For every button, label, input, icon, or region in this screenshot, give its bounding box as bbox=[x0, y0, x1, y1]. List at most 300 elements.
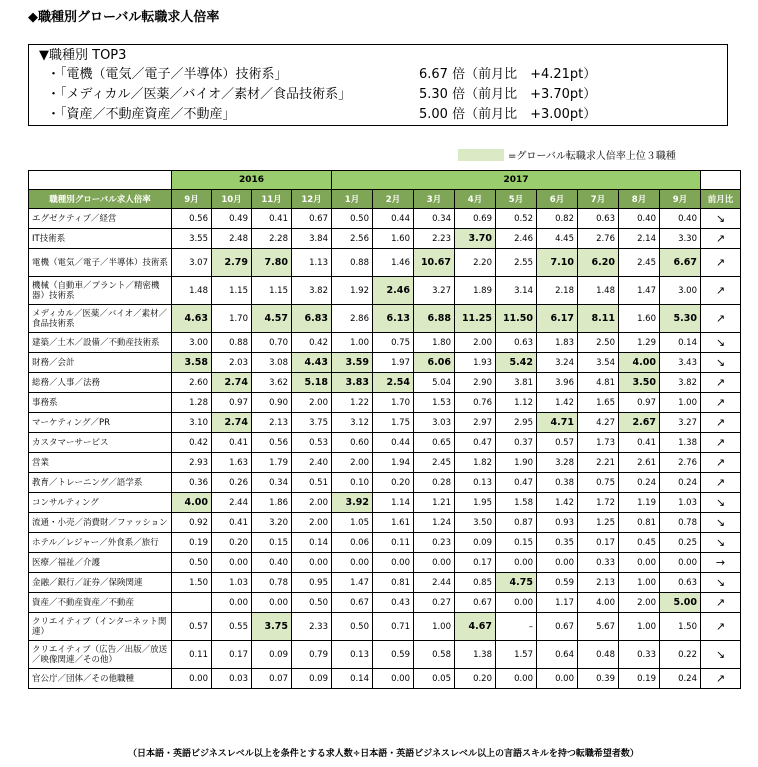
table-row bbox=[29, 453, 741, 473]
value-cell: 0.38 bbox=[537, 473, 578, 493]
value-cell: 4.45 bbox=[537, 229, 578, 249]
value-cell: 7.10 bbox=[537, 249, 578, 277]
value-cell: 1.89 bbox=[455, 277, 496, 305]
value-cell: 4.71 bbox=[537, 413, 578, 433]
row-label: 資産／不動産資産／不動産 bbox=[29, 593, 172, 613]
value-cell: 0.14 bbox=[660, 333, 701, 353]
value-cell: 0.23 bbox=[414, 533, 455, 553]
value-cell: 3.75 bbox=[292, 413, 332, 433]
value-cell: 0.00 bbox=[212, 553, 252, 573]
value-cell: 3.50 bbox=[455, 513, 496, 533]
month-header: 5月 bbox=[496, 190, 537, 209]
value-cell: 0.48 bbox=[578, 641, 619, 669]
value-cell: 3.59 bbox=[332, 353, 373, 373]
value-cell: 0.79 bbox=[292, 641, 332, 669]
trend-arrow-icon: ↗ bbox=[701, 613, 741, 641]
row-label: 流通・小売／消費財／ファッション bbox=[29, 513, 172, 533]
value-cell: 2.23 bbox=[414, 229, 455, 249]
trend-arrow-icon: ↗ bbox=[701, 473, 741, 493]
value-cell: 1.15 bbox=[212, 277, 252, 305]
value-cell: 0.41 bbox=[212, 513, 252, 533]
value-cell: 0.14 bbox=[292, 533, 332, 553]
value-cell: 0.49 bbox=[212, 209, 252, 229]
value-cell: 6.83 bbox=[292, 305, 332, 333]
row-label: 財務／会計 bbox=[29, 353, 172, 373]
ratio-table bbox=[28, 170, 741, 689]
trend-arrow-icon: ↘ bbox=[701, 353, 741, 373]
value-cell: 0.90 bbox=[252, 393, 292, 413]
value-cell: 0.00 bbox=[252, 593, 292, 613]
value-cell: 0.00 bbox=[496, 593, 537, 613]
value-cell: 5.00 bbox=[660, 593, 701, 613]
value-cell: 2.90 bbox=[455, 373, 496, 393]
value-cell: 0.64 bbox=[537, 641, 578, 669]
value-cell: 0.71 bbox=[373, 613, 414, 641]
value-cell: 2.56 bbox=[332, 229, 373, 249]
value-cell: 2.45 bbox=[414, 453, 455, 473]
value-cell: 0.47 bbox=[455, 433, 496, 453]
value-cell: 0.17 bbox=[212, 641, 252, 669]
value-cell: 3.75 bbox=[252, 613, 292, 641]
value-cell: 1.00 bbox=[660, 393, 701, 413]
value-cell: 0.42 bbox=[172, 433, 212, 453]
value-cell: 0.92 bbox=[172, 513, 212, 533]
row-label: コンサルティング bbox=[29, 493, 172, 513]
table-row bbox=[29, 333, 741, 353]
value-cell: 0.20 bbox=[212, 533, 252, 553]
value-cell: 2.46 bbox=[373, 277, 414, 305]
value-cell: 0.13 bbox=[332, 641, 373, 669]
trend-arrow-icon: ↘ bbox=[701, 333, 741, 353]
value-cell: 1.47 bbox=[332, 573, 373, 593]
value-cell: 0.41 bbox=[619, 433, 660, 453]
value-cell: 6.17 bbox=[537, 305, 578, 333]
value-cell: 1.73 bbox=[578, 433, 619, 453]
value-cell: 1.19 bbox=[619, 493, 660, 513]
trend-arrow-icon: ↘ bbox=[701, 573, 741, 593]
value-cell: 1.90 bbox=[496, 453, 537, 473]
value-cell: 0.26 bbox=[212, 473, 252, 493]
value-cell: 0.50 bbox=[292, 593, 332, 613]
value-cell: 2.00 bbox=[292, 513, 332, 533]
value-cell: 1.03 bbox=[660, 493, 701, 513]
year-header-row bbox=[29, 171, 741, 190]
page-title: ◆職種別グローバル転職求人倍率 bbox=[28, 10, 220, 25]
table-row bbox=[29, 493, 741, 513]
value-cell: 0.42 bbox=[292, 333, 332, 353]
value-cell: 3.08 bbox=[252, 353, 292, 373]
value-cell: 3.81 bbox=[496, 373, 537, 393]
month-header: 2月 bbox=[373, 190, 414, 209]
value-cell: 0.00 bbox=[212, 593, 252, 613]
value-cell: 1.83 bbox=[537, 333, 578, 353]
value-cell: 0.00 bbox=[660, 553, 701, 573]
value-cell: 1.86 bbox=[252, 493, 292, 513]
value-cell: 10.67 bbox=[414, 249, 455, 277]
value-cell: 0.55 bbox=[212, 613, 252, 641]
value-cell: 2.67 bbox=[619, 413, 660, 433]
table-row bbox=[29, 249, 741, 277]
value-cell: 0.40 bbox=[252, 553, 292, 573]
value-cell: 3.30 bbox=[660, 229, 701, 249]
trend-arrow-icon: ↘ bbox=[701, 493, 741, 513]
value-cell: 0.07 bbox=[252, 669, 292, 689]
value-cell: 0.00 bbox=[332, 553, 373, 573]
value-cell: 2.74 bbox=[212, 413, 252, 433]
row-label: 医療／福祉／介護 bbox=[29, 553, 172, 573]
value-cell: 2.33 bbox=[292, 613, 332, 641]
value-cell: 0.28 bbox=[414, 473, 455, 493]
value-cell: 0.41 bbox=[212, 433, 252, 453]
month-header: 12月 bbox=[292, 190, 332, 209]
value-cell: 0.75 bbox=[373, 333, 414, 353]
trend-arrow-icon: → bbox=[701, 553, 741, 573]
value-cell: 6.67 bbox=[660, 249, 701, 277]
value-cell: 2.95 bbox=[496, 413, 537, 433]
value-cell: 4.67 bbox=[455, 613, 496, 641]
value-cell: 3.82 bbox=[292, 277, 332, 305]
value-cell: 1.48 bbox=[578, 277, 619, 305]
value-cell: 0.19 bbox=[172, 533, 212, 553]
row-label: 機械（自動車／プラント／精密機器）技術系 bbox=[29, 277, 172, 305]
value-cell: 0.56 bbox=[252, 433, 292, 453]
value-cell: 0.76 bbox=[455, 393, 496, 413]
value-cell: 1.60 bbox=[373, 229, 414, 249]
top3-item bbox=[39, 65, 717, 85]
top3-item-ratio: 5.00 倍（前月比 +3.00pt） bbox=[419, 107, 597, 122]
value-cell: 1.97 bbox=[373, 353, 414, 373]
value-cell: 4.00 bbox=[172, 493, 212, 513]
table-row bbox=[29, 433, 741, 453]
value-cell: 2.76 bbox=[578, 229, 619, 249]
value-cell: 3.03 bbox=[414, 413, 455, 433]
value-cell: 1.47 bbox=[619, 277, 660, 305]
value-cell: 2.00 bbox=[292, 393, 332, 413]
top3-item-label: ・「資産／不動産資産／不動産」 bbox=[47, 107, 236, 122]
value-cell: 2.86 bbox=[332, 305, 373, 333]
value-cell: 0.00 bbox=[496, 669, 537, 689]
value-cell: 0.00 bbox=[373, 669, 414, 689]
value-cell: 0.09 bbox=[252, 641, 292, 669]
trend-arrow-icon: ↗ bbox=[701, 433, 741, 453]
value-cell: 2.46 bbox=[496, 229, 537, 249]
value-cell: 6.06 bbox=[414, 353, 455, 373]
value-cell: 0.43 bbox=[373, 593, 414, 613]
value-cell: 1.42 bbox=[537, 493, 578, 513]
value-cell: 0.35 bbox=[537, 533, 578, 553]
value-cell: 1.57 bbox=[496, 641, 537, 669]
value-cell: 0.45 bbox=[619, 533, 660, 553]
row-label: 営業 bbox=[29, 453, 172, 473]
value-cell: 1.92 bbox=[332, 277, 373, 305]
table-row bbox=[29, 513, 741, 533]
table-row bbox=[29, 669, 741, 689]
table-row bbox=[29, 373, 741, 393]
table-row bbox=[29, 209, 741, 229]
value-cell: 0.81 bbox=[373, 573, 414, 593]
value-cell: 0.67 bbox=[292, 209, 332, 229]
value-cell: 0.14 bbox=[332, 669, 373, 689]
value-cell: 5.30 bbox=[660, 305, 701, 333]
value-cell: 1.70 bbox=[212, 305, 252, 333]
value-cell: 0.20 bbox=[373, 473, 414, 493]
value-cell: 0.67 bbox=[537, 613, 578, 641]
top3-item bbox=[39, 105, 717, 125]
value-cell: 1.00 bbox=[619, 573, 660, 593]
value-cell: 0.15 bbox=[496, 533, 537, 553]
value-cell: 3.62 bbox=[252, 373, 292, 393]
value-cell: 2.00 bbox=[455, 333, 496, 353]
value-cell: 1.12 bbox=[496, 393, 537, 413]
value-cell: 2.13 bbox=[578, 573, 619, 593]
value-cell: 0.00 bbox=[414, 553, 455, 573]
trend-arrow-icon: ↘ bbox=[701, 209, 741, 229]
value-cell: 1.80 bbox=[414, 333, 455, 353]
value-cell: 5.18 bbox=[292, 373, 332, 393]
trend-arrow-icon: ↗ bbox=[701, 277, 741, 305]
value-cell: 1.42 bbox=[537, 393, 578, 413]
table-row bbox=[29, 573, 741, 593]
value-cell: 1.63 bbox=[212, 453, 252, 473]
value-cell: 4.63 bbox=[172, 305, 212, 333]
value-cell: 0.05 bbox=[414, 669, 455, 689]
value-cell: 0.03 bbox=[212, 669, 252, 689]
change-header: 前月比 bbox=[701, 190, 741, 209]
value-cell: 0.78 bbox=[252, 573, 292, 593]
value-cell: 1.15 bbox=[252, 277, 292, 305]
value-cell: 1.46 bbox=[373, 249, 414, 277]
value-cell: 0.50 bbox=[172, 553, 212, 573]
value-cell: 0.88 bbox=[332, 249, 373, 277]
table-row bbox=[29, 641, 741, 669]
table-row bbox=[29, 277, 741, 305]
year-2017-header: 2017 bbox=[332, 171, 701, 190]
value-cell: 0.67 bbox=[455, 593, 496, 613]
value-cell: 3.92 bbox=[332, 493, 373, 513]
table-row bbox=[29, 353, 741, 373]
value-cell: 2.00 bbox=[332, 453, 373, 473]
value-cell: 0.00 bbox=[537, 553, 578, 573]
value-cell: 2.44 bbox=[212, 493, 252, 513]
value-cell: 3.28 bbox=[537, 453, 578, 473]
row-label: ホテル／レジャー／外食系／旅行 bbox=[29, 533, 172, 553]
value-cell: 0.09 bbox=[455, 533, 496, 553]
value-cell: 2.93 bbox=[172, 453, 212, 473]
value-cell: 6.20 bbox=[578, 249, 619, 277]
value-cell: 0.56 bbox=[172, 209, 212, 229]
value-cell: 6.13 bbox=[373, 305, 414, 333]
value-cell: 0.17 bbox=[455, 553, 496, 573]
value-cell: 0.53 bbox=[292, 433, 332, 453]
value-cell: – bbox=[496, 613, 537, 641]
row-label: 建築／土木／設備／不動産技術系 bbox=[29, 333, 172, 353]
value-cell: 4.00 bbox=[578, 593, 619, 613]
row-label: 金融／銀行／証券／保険関連 bbox=[29, 573, 172, 593]
value-cell: 1.17 bbox=[537, 593, 578, 613]
value-cell: 3.12 bbox=[332, 413, 373, 433]
trend-arrow-icon: ↗ bbox=[701, 393, 741, 413]
value-cell: 7.80 bbox=[252, 249, 292, 277]
value-cell: 0.00 bbox=[292, 553, 332, 573]
value-cell: 1.05 bbox=[332, 513, 373, 533]
row-label: メディカル／医薬／バイオ／素材／食品技術系 bbox=[29, 305, 172, 333]
value-cell: 0.06 bbox=[332, 533, 373, 553]
value-cell: 3.50 bbox=[619, 373, 660, 393]
value-cell: 1.50 bbox=[660, 613, 701, 641]
value-cell: 0.19 bbox=[619, 669, 660, 689]
value-cell: 1.24 bbox=[414, 513, 455, 533]
table-row bbox=[29, 229, 741, 249]
value-cell: 0.51 bbox=[292, 473, 332, 493]
value-cell: 0.10 bbox=[332, 473, 373, 493]
value-cell: 0.58 bbox=[414, 641, 455, 669]
value-cell: 0.63 bbox=[660, 573, 701, 593]
value-cell: 1.94 bbox=[373, 453, 414, 473]
value-cell: 1.82 bbox=[455, 453, 496, 473]
value-cell: 6.88 bbox=[414, 305, 455, 333]
row-label: 官公庁／団体／その他職種 bbox=[29, 669, 172, 689]
value-cell: 0.44 bbox=[373, 209, 414, 229]
value-cell: 1.50 bbox=[172, 573, 212, 593]
value-cell: 3.83 bbox=[332, 373, 373, 393]
value-cell: 1.21 bbox=[414, 493, 455, 513]
value-cell: 0.40 bbox=[660, 209, 701, 229]
value-cell: 0.00 bbox=[496, 553, 537, 573]
trend-arrow-icon: ↗ bbox=[701, 373, 741, 393]
trend-arrow-icon: ↘ bbox=[701, 513, 741, 533]
value-cell: 0.59 bbox=[537, 573, 578, 593]
table-row bbox=[29, 533, 741, 553]
row-label: クリエイティブ（インターネット関連） bbox=[29, 613, 172, 641]
value-cell: 3.07 bbox=[172, 249, 212, 277]
table-row bbox=[29, 553, 741, 573]
month-header: 7月 bbox=[578, 190, 619, 209]
trend-arrow-icon: ↗ bbox=[701, 593, 741, 613]
legend-swatch bbox=[458, 149, 504, 161]
row-label: 総務／人事／法務 bbox=[29, 373, 172, 393]
value-cell: 3.00 bbox=[172, 333, 212, 353]
value-cell: 0.52 bbox=[496, 209, 537, 229]
value-cell: 0.37 bbox=[496, 433, 537, 453]
month-header: 11月 bbox=[252, 190, 292, 209]
table-row bbox=[29, 413, 741, 433]
value-cell: 0.59 bbox=[373, 641, 414, 669]
value-cell: 5.42 bbox=[496, 353, 537, 373]
value-cell: 2.48 bbox=[212, 229, 252, 249]
top3-item-label: ・「メディカル／医薬／バイオ／素材／食品技術系」 bbox=[47, 87, 352, 102]
value-cell: 0.36 bbox=[172, 473, 212, 493]
row-label: 教育／トレーニング／語学系 bbox=[29, 473, 172, 493]
value-cell: 0.60 bbox=[332, 433, 373, 453]
value-cell: 0.47 bbox=[496, 473, 537, 493]
value-cell: 0.82 bbox=[537, 209, 578, 229]
value-cell: 0.50 bbox=[332, 209, 373, 229]
value-cell: 0.50 bbox=[332, 613, 373, 641]
value-cell: 0.57 bbox=[537, 433, 578, 453]
value-cell: 0.25 bbox=[660, 533, 701, 553]
trend-arrow-icon: ↗ bbox=[701, 413, 741, 433]
value-cell: 0.24 bbox=[660, 473, 701, 493]
value-cell: 2.00 bbox=[292, 493, 332, 513]
value-cell: 3.27 bbox=[660, 413, 701, 433]
value-cell: 2.45 bbox=[619, 249, 660, 277]
value-cell: 2.14 bbox=[619, 229, 660, 249]
value-cell: 0.70 bbox=[252, 333, 292, 353]
value-cell: 0.27 bbox=[414, 593, 455, 613]
trend-arrow-icon: ↗ bbox=[701, 453, 741, 473]
value-cell: 0.87 bbox=[496, 513, 537, 533]
value-cell: 0.22 bbox=[660, 641, 701, 669]
row-label: 電機（電気／電子／半導体）技術系 bbox=[29, 249, 172, 277]
value-cell: 1.29 bbox=[619, 333, 660, 353]
row-label: クリエイティブ（広告／出版／放送／映像関連／その他） bbox=[29, 641, 172, 669]
value-cell: 0.24 bbox=[619, 473, 660, 493]
value-cell: 1.58 bbox=[496, 493, 537, 513]
value-cell: 2.40 bbox=[292, 453, 332, 473]
value-cell: 4.57 bbox=[252, 305, 292, 333]
value-cell: 5.04 bbox=[414, 373, 455, 393]
table-row bbox=[29, 305, 741, 333]
trend-arrow-icon: ↘ bbox=[701, 641, 741, 669]
value-cell: 2.28 bbox=[252, 229, 292, 249]
row-label: 事務系 bbox=[29, 393, 172, 413]
value-cell: 0.17 bbox=[578, 533, 619, 553]
table-row bbox=[29, 473, 741, 493]
value-cell: 1.38 bbox=[660, 433, 701, 453]
value-cell: 0.20 bbox=[455, 669, 496, 689]
value-cell: 2.20 bbox=[455, 249, 496, 277]
top3-item-label: ・「電機（電気／電子／半導体）技術系」 bbox=[47, 67, 288, 82]
month-header: 10月 bbox=[212, 190, 252, 209]
value-cell: 0.63 bbox=[578, 209, 619, 229]
value-cell: 0.97 bbox=[212, 393, 252, 413]
value-cell: 0.75 bbox=[578, 473, 619, 493]
value-cell: 3.54 bbox=[578, 353, 619, 373]
value-cell: 1.75 bbox=[373, 413, 414, 433]
value-cell: 1.00 bbox=[414, 613, 455, 641]
value-cell: 0.85 bbox=[455, 573, 496, 593]
value-cell: 0.97 bbox=[619, 393, 660, 413]
value-cell: 2.50 bbox=[578, 333, 619, 353]
value-cell: 2.76 bbox=[660, 453, 701, 473]
value-cell: 2.61 bbox=[619, 453, 660, 473]
row-label: エグゼクティブ／経営 bbox=[29, 209, 172, 229]
value-cell: 4.27 bbox=[578, 413, 619, 433]
value-cell: 0.00 bbox=[537, 669, 578, 689]
value-cell: 0.78 bbox=[660, 513, 701, 533]
value-cell: 2.74 bbox=[212, 373, 252, 393]
value-cell: 1.61 bbox=[373, 513, 414, 533]
value-cell: 11.25 bbox=[455, 305, 496, 333]
value-cell: 2.44 bbox=[414, 573, 455, 593]
month-header: 4月 bbox=[455, 190, 496, 209]
value-cell: 1.79 bbox=[252, 453, 292, 473]
top3-heading: ▼職種別 TOP3 bbox=[39, 48, 127, 63]
month-header: 9月 bbox=[660, 190, 701, 209]
value-cell: 3.10 bbox=[172, 413, 212, 433]
value-cell: 4.75 bbox=[496, 573, 537, 593]
value-cell: 1.03 bbox=[212, 573, 252, 593]
value-cell: 1.38 bbox=[455, 641, 496, 669]
value-cell: 3.82 bbox=[660, 373, 701, 393]
table-row bbox=[29, 613, 741, 641]
trend-arrow-icon: ↘ bbox=[701, 533, 741, 553]
value-cell: 0.13 bbox=[455, 473, 496, 493]
value-cell: 4.81 bbox=[578, 373, 619, 393]
top3-item-ratio: 6.67 倍（前月比 +4.21pt） bbox=[419, 67, 597, 82]
value-cell: 3.55 bbox=[172, 229, 212, 249]
year-header-blank bbox=[701, 171, 741, 190]
